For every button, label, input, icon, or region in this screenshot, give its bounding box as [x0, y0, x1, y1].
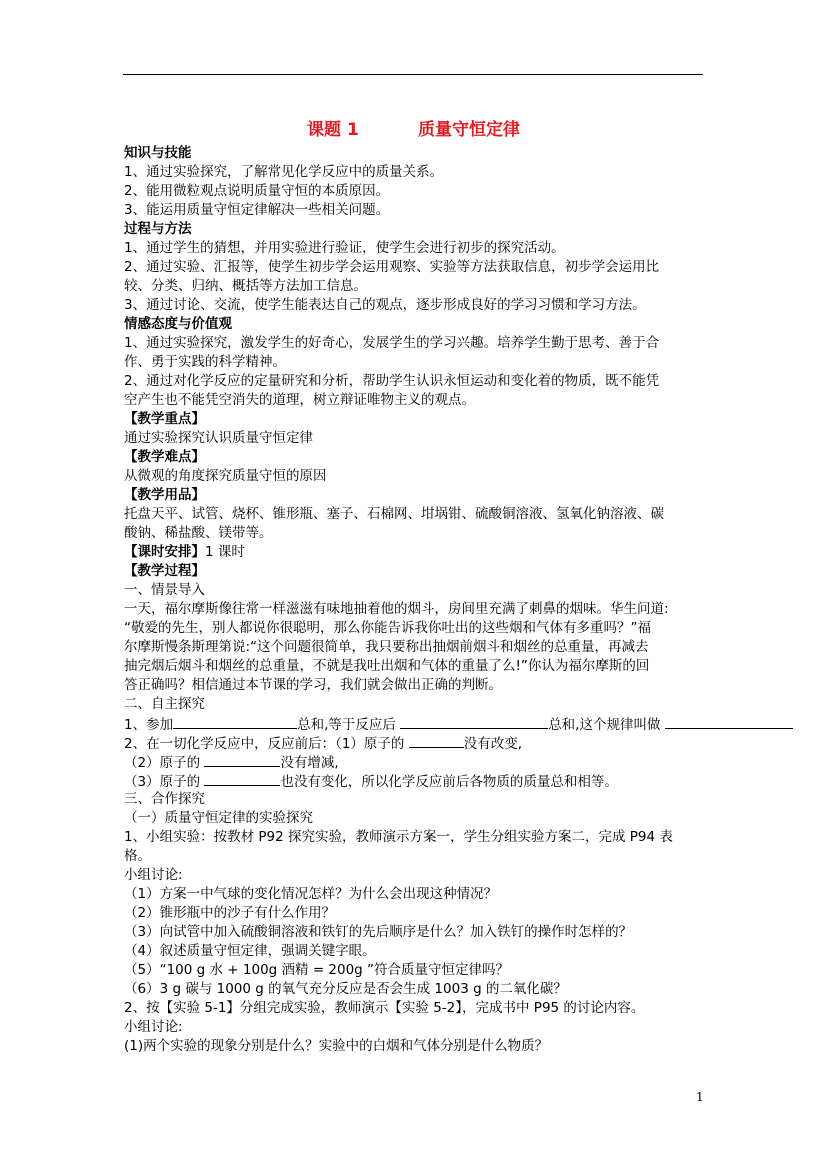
- text-segment: 没有改变,: [463, 736, 523, 752]
- text-line: 较、分类、归纳、概括等方法加工信息。: [124, 278, 367, 294]
- text-line: 格。: [124, 848, 151, 864]
- fill-blank-line: [124, 733, 522, 754]
- fill-blank-line: [124, 714, 793, 735]
- answer-blank[interactable]: [173, 714, 297, 729]
- heading-supplies: 【教学用品】: [124, 487, 205, 503]
- schedule-text: 1 课时: [205, 544, 245, 560]
- text-line: 2、通过实验、汇报等，使学生初步学会运用观察、实验等方法获取信息，初步学会运用比: [124, 259, 660, 275]
- text-line: （6）3 g 碳与 1000 g 的氧气充分反应是否会生成 1003 g 的二氧化碳？: [124, 981, 567, 997]
- text-segment: （3）原子的: [124, 774, 201, 790]
- text-line: 从微观的角度探究质量守恒的原因: [124, 468, 327, 484]
- text-line: 酸钠、稀盐酸、镁带等。: [124, 525, 273, 541]
- text-line: 1、通过学生的猜想，并用实验进行验证，使学生会进行初步的探究活动。: [124, 240, 565, 256]
- text-line: “敬爱的先生，别人都说你很聪明，那么你能告诉我你吐出的这些烟和气体有多重吗？”福: [124, 620, 651, 636]
- text-line: 托盘天平、试管、烧杯、锥形瓶、塞子、石棉网、坩埚钳、硫酸铜溶液、氢氧化钠溶液、碳: [124, 506, 664, 522]
- page-title: [0, 115, 827, 140]
- heading-knowledge: 知识与技能: [124, 145, 192, 161]
- text-line: 抽完烟后烟斗和烟丝的总重量，不就是我吐出烟和气体的重量了么!”你认为福尔摩斯的回: [124, 658, 650, 674]
- heading-emotion: 情感态度与价值观: [124, 316, 232, 332]
- text-line: (1)两个实验的现象分别是什么？实验中的白烟和气体分别是什么物质？: [124, 1038, 549, 1054]
- text-segment: （2）原子的: [124, 755, 201, 771]
- heading-difficulty: 【教学难点】: [124, 449, 205, 465]
- text-segment: 1、参加: [124, 717, 174, 733]
- heading-process: 过程与方法: [124, 221, 192, 237]
- text-line: （3）向试管中加入硫酸铜溶液和铁钉的先后顺序是什么？加入铁钉的操作时怎样的？: [124, 924, 633, 940]
- heading-schedule: 【课时安排】: [124, 544, 205, 560]
- text-segment: 没有增减,: [280, 755, 339, 771]
- subsection-heading: （一）质量守恒定律的实验探究: [124, 810, 313, 826]
- answer-blank[interactable]: [400, 714, 548, 729]
- text-line: 1、通过实验探究，了解常见化学反应中的质量关系。: [124, 164, 444, 180]
- header-rule: [123, 74, 703, 75]
- heading-teaching-process: 【教学过程】: [124, 563, 205, 579]
- lesson-name: 质量守恒定律: [417, 120, 520, 140]
- answer-blank[interactable]: [204, 752, 280, 767]
- text-line: 通过实验探究认识质量守恒定律: [124, 430, 313, 446]
- section-heading: 三、合作探究: [124, 791, 205, 807]
- section-heading: 二、自主探究: [124, 696, 205, 712]
- fill-blank-line: [124, 752, 339, 773]
- page-number: 1: [696, 1090, 704, 1104]
- text-segment: 总和,等于反应后: [297, 717, 396, 733]
- text-line: 2、通过对化学反应的定量研究和分析，帮助学生认识永恒运动和变化着的物质，既不能凭: [124, 373, 660, 389]
- text-line: 尔摩斯慢条斯理第说:“这个问题很简单，我只要称出抽烟前烟斗和烟丝的总重量，再减去: [124, 639, 649, 655]
- lesson-number: 课题 1: [307, 120, 359, 140]
- text-line: 作、勇于实践的科学精神。: [124, 354, 286, 370]
- fill-blank-line: [124, 771, 618, 792]
- text-line: （2）锥形瓶中的沙子有什么作用？: [124, 905, 336, 921]
- text-line: （1）方案一中气球的变化情况怎样？为什么会出现这种情况？: [124, 886, 498, 902]
- section-heading: 一、情景导入: [124, 582, 205, 598]
- text-line: 1、通过实验探究，激发学生的好奇心，发展学生的学习兴趣。培养学生勤于思考、善于合: [124, 335, 660, 351]
- text-line: 答正确吗？相信通过本节课的学习，我们就会做出正确的判断。: [124, 677, 502, 693]
- text-line: 2、能用微粒观点说明质量守恒的本质原因。: [124, 183, 390, 199]
- text-segment: 也没有变化，所以化学反应前后各物质的质量总和相等。: [280, 774, 618, 790]
- text-line: 2、按【实验 5-1】分组完成实验，教师演示【实验 5-2】，完成书中 P95 的讨论内容。: [124, 1000, 645, 1016]
- text-line: 小组讨论:: [124, 1019, 183, 1035]
- text-line: （5）“100 g 水 + 100g 酒精 = 200g ”符合质量守恒定律吗？: [124, 962, 510, 978]
- heading-key: 【教学重点】: [124, 411, 205, 427]
- text-line: 3、通过讨论、交流，使学生能表达自己的观点，逐步形成良好的学习习惯和学习方法。: [124, 297, 646, 313]
- text-line: 空产生也不能凭空消失的道理，树立辩证唯物主义的观点。: [124, 392, 475, 408]
- text-line: 一天，福尔摩斯像往常一样滋滋有味地抽着他的烟斗，房间里充满了刺鼻的烟味。华生问道:: [124, 601, 669, 617]
- text-segment: 2、在一切化学反应中，反应前后：（1）原子的: [124, 736, 405, 752]
- text-line: 1、小组实验：按教材 P92 探究实验，教师演示方案一，学生分组实验方案二，完成 P94 表: [124, 829, 673, 845]
- schedule-line: [124, 543, 245, 562]
- answer-blank[interactable]: [665, 714, 793, 729]
- answer-blank[interactable]: [409, 733, 464, 748]
- text-line: 3、能运用质量守恒定律解决一些相关问题。: [124, 202, 390, 218]
- text-segment: 总和,这个规律叫做: [548, 717, 661, 733]
- answer-blank[interactable]: [204, 771, 280, 786]
- text-line: 小组讨论:: [124, 867, 183, 883]
- text-line: （4）叙述质量守恒定律，强调关键字眼。: [124, 943, 376, 959]
